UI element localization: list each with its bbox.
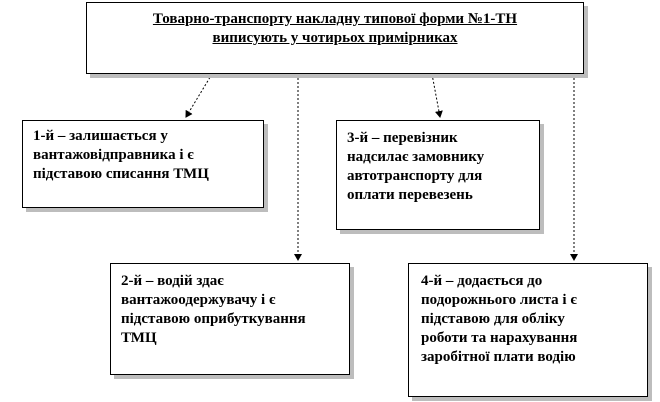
copy-3-line: 3-й – перевізник bbox=[347, 130, 458, 146]
copy-2-line: вантажоодержувачу і є bbox=[121, 292, 276, 308]
copy-4-line: підставою для обліку bbox=[421, 311, 565, 327]
copy-4-box bbox=[408, 263, 648, 397]
copy-1-line: вантажовідправника і є bbox=[33, 147, 194, 163]
copy-4-line: подорожнього листа і є bbox=[421, 292, 577, 308]
copy-1-line: підставою списання ТМЦ bbox=[33, 166, 209, 182]
copy-2-line: ТМЦ bbox=[121, 330, 157, 346]
copy-4-line: заробітної плати водію bbox=[421, 349, 576, 365]
copy-4-line: роботи та нарахування bbox=[421, 330, 578, 346]
copy-3-line: оплати перевезень bbox=[347, 187, 473, 203]
title-line-1: Товарно-транспорту накладну типової форми №1-ТН bbox=[152, 11, 518, 27]
arrow-to-copy-3 bbox=[432, 74, 440, 117]
copy-1-line: 1-й – залишається у bbox=[33, 128, 168, 144]
copy-3-line: автотранспорту для bbox=[347, 168, 483, 184]
arrow-to-copy-1 bbox=[186, 74, 212, 117]
title-box bbox=[86, 2, 584, 74]
title-line-2: виписують у чотирьох примірниках bbox=[212, 30, 458, 46]
copy-2-box bbox=[110, 263, 350, 375]
copy-2-line: 2-й – водій здає bbox=[121, 273, 224, 289]
copy-3-line: надсилає замовнику bbox=[347, 149, 485, 165]
copy-4-line: 4-й – додається до bbox=[421, 273, 543, 289]
copy-1-box bbox=[22, 120, 264, 208]
copy-2-line: підставою оприбуткування bbox=[121, 311, 306, 327]
copy-3-box bbox=[336, 120, 540, 230]
